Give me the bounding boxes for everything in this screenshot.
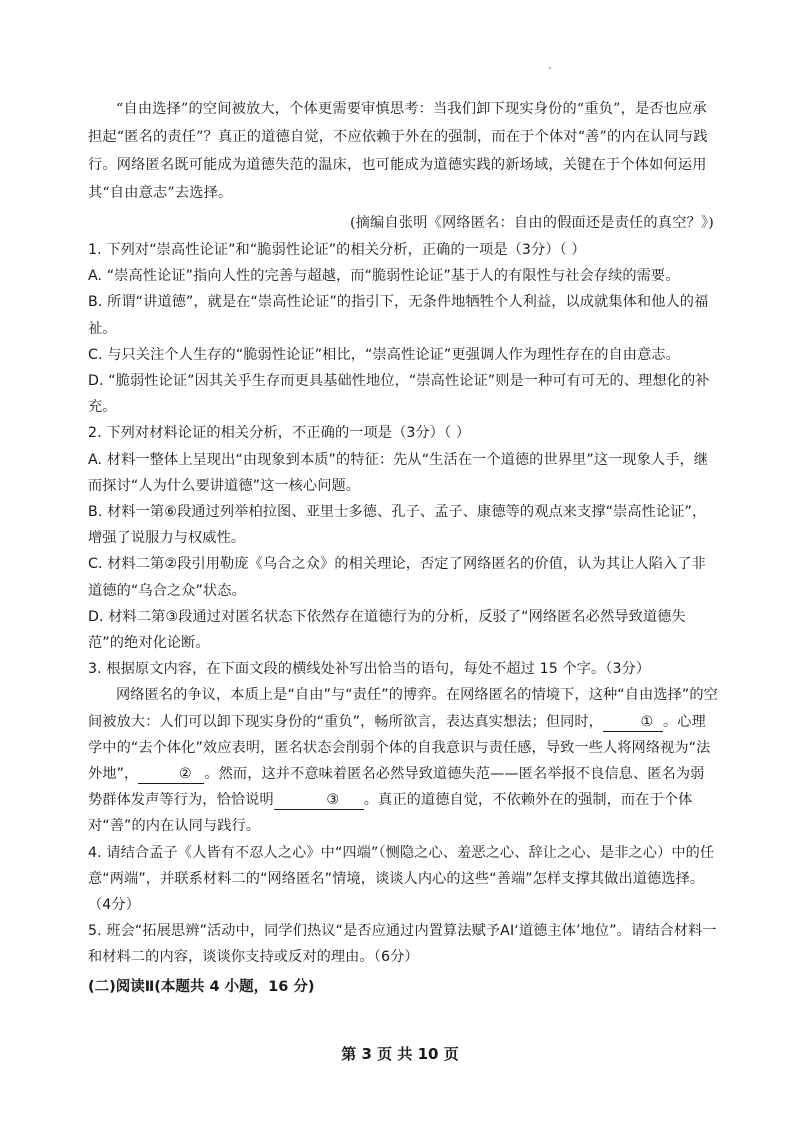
question-2-option-b: B. 材料一第⑥段通过列举柏拉图、亚里士多德、孔子、孟子、康德等的观点来支撑“崇高性论证”，增强了说服力与权威性。 [88, 504, 707, 547]
question-1-stem: 1. 下列对“崇高性论证”和“脆弱性论证”的相关分析，正确的一项是（3分）（ ） [88, 242, 586, 258]
blank-2[interactable]: ② [138, 765, 204, 784]
scan-speck [549, 67, 551, 69]
question-2-option-c: C. 材料二第②段引用勒庞《乌合之众》的相关理论，否定了网络匿名的价值，认为其让人陷入了非道德的“乌合之众”状态。 [88, 556, 706, 599]
question-2-option-a: A. 材料一整体上呈现出“由现象到本质”的特征：先从“生活在一个道德的世界里”这一现象人手，继而探讨“人为什么要讲道德”这一核心问题。 [88, 451, 709, 494]
question-2-option-d: D. 材料二第③段通过对匿名状态下依然存在道德行为的分析，反驳了“网络匿名必然导致道德失范”的绝对化论断。 [88, 608, 686, 652]
question-1-option-d: D. “脆弱性论证”因其关乎生存而更具基础性地位，“崇高性论证”则是一种可有可无的、理想化的补充。 [88, 373, 710, 416]
blank-1[interactable]: ① [603, 713, 663, 732]
question-1 [88, 237, 718, 420]
question-1-option-b: B. 所谓“讲道德”，就是在“崇高性论证”的指引下，无条件地牺牲个人利益，以成就集体和他人的福祉。 [88, 294, 709, 337]
section-heading: (二)阅读Ⅱ(本题共 4 小题，16 分) [88, 978, 315, 995]
question-3 [88, 656, 718, 839]
q3-text-3: 。然而，这并不意味着匿名必然导致道德失范——匿名举报不良信息、匿名为弱势群体发声等行为，恰恰说明 [88, 766, 705, 809]
q3-text-2: 。心理学中的“去个体化”效应表明，匿名状态会削弱个体的自我意识与责任感，导致一些人将网络视为“法外地”， [88, 713, 711, 783]
question-4-stem: 4. 请结合孟子《人皆有不忍人之心》中“四端”（恻隐之心、羞恶之心、辞让之心、是非之心）中的任意“两端”，并联系材料二的“网络匿名”情境，谈谈人内心的这些“善端”怎样支撑其做出道德选择。（4分） [88, 844, 715, 914]
question-2-stem: 2. 下列对材料论证的相关分析，不正确的一项是（3分）（ ） [88, 425, 471, 442]
q3-text-4: 。真正的道德自觉，不依赖外在的强制，而在于个体对“善”的内在认同与践行。 [88, 792, 693, 835]
question-3-passage [88, 682, 718, 839]
question-3-stem: 3. 根据原文内容，在下面文段的横线处补写出恰当的语句，每处不超过 15 个字。（3分） [88, 661, 651, 678]
question-5-stem: 5. 班会“拓展思辨”活动中，同学们热议“是否应通过内置算法赋予AI‘道德主体’地位”。请结合材料一和材料二的内容，谈谈你支持或反对的理由。（6分） [88, 923, 717, 966]
page-footer: 第 3 页 共 10 页 [341, 1045, 459, 1063]
question-4 [88, 840, 718, 919]
question-5 [88, 918, 718, 970]
passage-paragraph: “自由选择”的空间被放大，个体更需要审慎思考：当我们卸下现实身份的“重负”，是否也应承担起“匿名的责任”？真正的道德自觉，不应依赖于外在的强制，而在于个体对“善”的内在认同与践行。网络匿名既可能成为道德失范的温床，也可能成为道德实践的新场域，关键在于个体如何运用其“自由意志”去选择。 [88, 101, 708, 201]
q3-text-1: 网络匿名的争议，本质上是“自由”与“责任”的博弈。在网络匿名的情境下，这种“自由选择”的空间被放大：人们可以卸下现实身份的“重负”，畅所欲言，表达真实想法；但同时， [88, 687, 718, 730]
blank-3[interactable]: ③ [274, 791, 364, 810]
exam-page [88, 95, 718, 996]
question-1-option-c: C. 与只关注个人生存的“脆弱性论证”相比，“崇高性论证”更强调人作为理性存在的自由意志。 [88, 346, 680, 363]
question-2 [88, 420, 718, 656]
question-1-option-a: A. “崇高性论证”指向人性的完善与超越，而“脆弱性论证”基于人的有限性与社会存续的需要。 [88, 268, 680, 285]
passage-source: (摘编自张明《网络匿名：自由的假面还是责任的真空？》) [349, 215, 714, 231]
